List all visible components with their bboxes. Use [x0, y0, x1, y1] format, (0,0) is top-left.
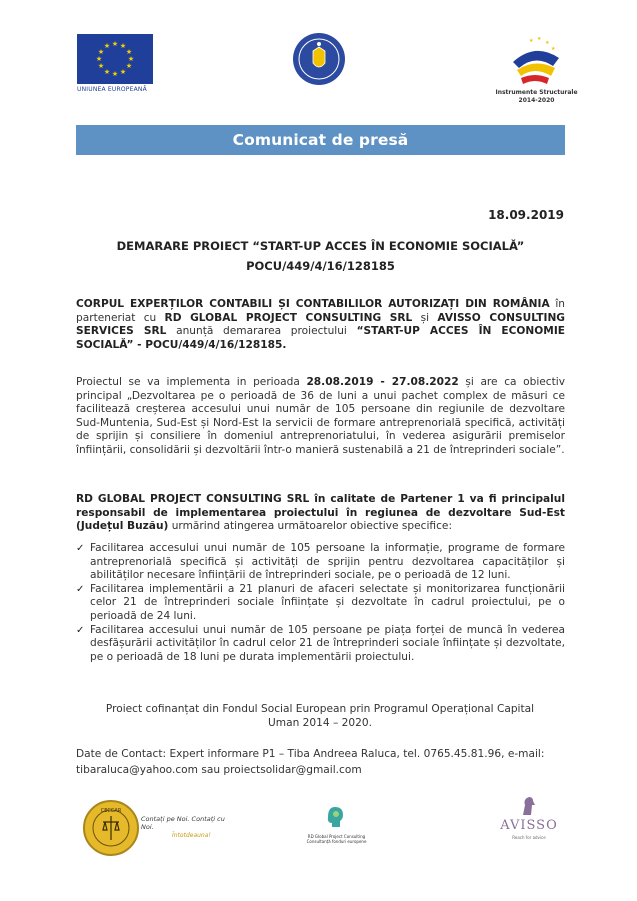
text-fragment: și: [412, 311, 438, 324]
project-reference: “START-UP ACCES ÎN ECONOMIE SOCIALĂ” - POCU/449/4/16/128185.: [76, 325, 566, 351]
text-fragment: urmărind atingerea următoarelor obiective specifice:: [168, 520, 453, 533]
is-caption-line2: 2014-2020: [518, 97, 555, 104]
implementation-paragraph: [76, 376, 565, 458]
is-caption-line1: Instrumente Structurale: [495, 89, 578, 96]
project-title: DEMARARE PROIECT “START-UP ACCES ÎN ECONOMIE SOCIALĂ”: [116, 239, 525, 253]
rd-global-name: RD Global Project Consulting: [307, 834, 366, 839]
svg-text:★: ★: [127, 55, 135, 63]
partner-role: RD GLOBAL PROJECT CONSULTING SRL în calitate de Partener 1 va fi principalul responsabil de implementarea proiectului în regiunea de dezvoltare Sud-Est (Județul Buzău): [76, 493, 565, 533]
horse-icon: [515, 793, 541, 819]
svg-text:★: ★: [537, 36, 542, 42]
avisso-name: AVISSO: [500, 818, 558, 833]
romania-crest-icon: [293, 33, 345, 85]
ceccar-sub-slogan: Întotdeauna!: [172, 832, 211, 839]
cofinancing-note: Proiect cofinanțat din Fondul Social European prin Programul Operațional Capital Uman 2014 – 2020.: [105, 703, 535, 729]
rd-global-caption: [299, 834, 374, 844]
instrumente-structurale-caption: [489, 89, 584, 105]
release-date: 18.09.2019: [488, 208, 564, 222]
list-item: [76, 624, 565, 665]
svg-text:★: ★: [111, 40, 119, 48]
objective-text: Facilitarea implementării a 21 planuri de afaceri selectate și monitorizarea funcționării celor 21 de întreprinderi sociale înființate și dezvoltate în cadrul proiectului, pe o perioadă de 24 luni.: [90, 582, 565, 622]
press-release-banner: [76, 125, 565, 155]
svg-text:★: ★: [103, 42, 111, 50]
svg-text:★: ★: [119, 68, 127, 76]
eu-caption: UNIUNEA EUROPEANĂ: [77, 86, 147, 93]
svg-text:★: ★: [125, 48, 133, 56]
svg-text:★: ★: [125, 62, 133, 70]
text-fragment: Proiectul se va implementa in perioada: [76, 376, 307, 388]
svg-text:★: ★: [97, 62, 105, 70]
ceccar-emblem-icon: [85, 802, 137, 854]
ceccar-logo: [83, 800, 139, 856]
checkmark-icon: ✓: [76, 543, 85, 554]
text-fragment: anunță demararea proiectului: [166, 325, 357, 338]
eu-flag-logo: [77, 34, 153, 84]
instrumente-structurale-icon: [505, 32, 565, 88]
objective-text: Facilitarea accesului unui număr de 105 persoane la informație, programe de formare antreprenorială specifică și activități de sprijin pentru dezvoltarea capacităților și abilităților necesare înființării de întreprinderi sociale, pe o perioadă de 12 luni.: [90, 542, 565, 582]
project-code: POCU/449/4/16/128185: [246, 259, 395, 273]
svg-text:★: ★: [529, 38, 534, 44]
partner-name: AVISSO CONSULTING SERVICES SRL: [76, 311, 566, 338]
svg-text:★: ★: [111, 70, 119, 78]
avisso-tagline: Reach for advice: [512, 835, 546, 840]
svg-text:★: ★: [103, 68, 111, 76]
objectives-list: [76, 542, 565, 664]
implementation-period: 28.08.2019 - 27.08.2022: [306, 376, 459, 388]
ceccar-name: CORPUL EXPERȚILOR CONTABILI ȘI CONTABILILOR AUTORIZAȚI DIN ROMÂNIA: [76, 298, 550, 310]
partner-name: RD GLOBAL PROJECT CONSULTING SRL: [164, 311, 413, 324]
banner-title: Comunicat de presă: [232, 131, 409, 149]
instrumente-structurale-logo: [505, 32, 565, 88]
ceccar-slogan: Contați pe Noi. Contați cu Noi.: [141, 815, 225, 831]
checkmark-icon: ✓: [76, 624, 85, 636]
svg-text:★: ★: [545, 40, 550, 46]
svg-text:★: ★: [95, 55, 103, 63]
list-item: [76, 583, 565, 624]
svg-text:★: ★: [97, 48, 105, 56]
svg-text:★: ★: [119, 42, 127, 50]
rd-global-sub: Consultanță fonduri europene: [306, 839, 367, 844]
checkmark-icon: ✓: [76, 583, 85, 595]
eu-stars-icon: [77, 34, 153, 84]
head-profile-icon: [325, 805, 345, 831]
list-item: [76, 542, 565, 583]
svg-text:★: ★: [551, 46, 556, 52]
text-fragment: în parteneriat cu: [76, 298, 565, 324]
avisso-logo: [515, 793, 541, 819]
rd-global-logo: [325, 805, 345, 831]
intro-paragraph: [76, 298, 565, 352]
ceccar-label: CECCAR: [100, 808, 122, 814]
objective-text: Facilitarea accesului unui număr de 105 persoane pe piața forței de muncă în vederea desfășurării activităților în cadrul celor 21 de întreprinderi sociale înființate și dezvoltate, pe o perioadă de 18 luni pe durata implementării proiectului.: [90, 623, 565, 663]
partner-paragraph: [76, 493, 565, 534]
contact-details: Date de Contact: Expert informare P1 – Tiba Andreea Raluca, tel. 0765.45.81.96, e-mail: tibaraluca@yahoo.com sau proiectsolidar@gmail.com: [76, 748, 545, 776]
government-seal-logo: [293, 33, 345, 85]
text-fragment: și are ca obiectiv principal „Dezvoltarea pe o perioadă de 36 de luni a unui pachet complex de măsuri ce facilitează creșterea accesului unui număr de 105 persoane din regiunile de dezvoltare Sud-Muntenia, Sud-Est și Nord-Est la servicii de formare antreprenorială specifică, activități de sprijin și consiliere în domeniul antreprenoriatului, în vederea asigurării premiselor înființării, consolidării și dezvoltării într-o manieră sustenabilă a 21 de întreprinderi sociale”.: [76, 376, 565, 456]
